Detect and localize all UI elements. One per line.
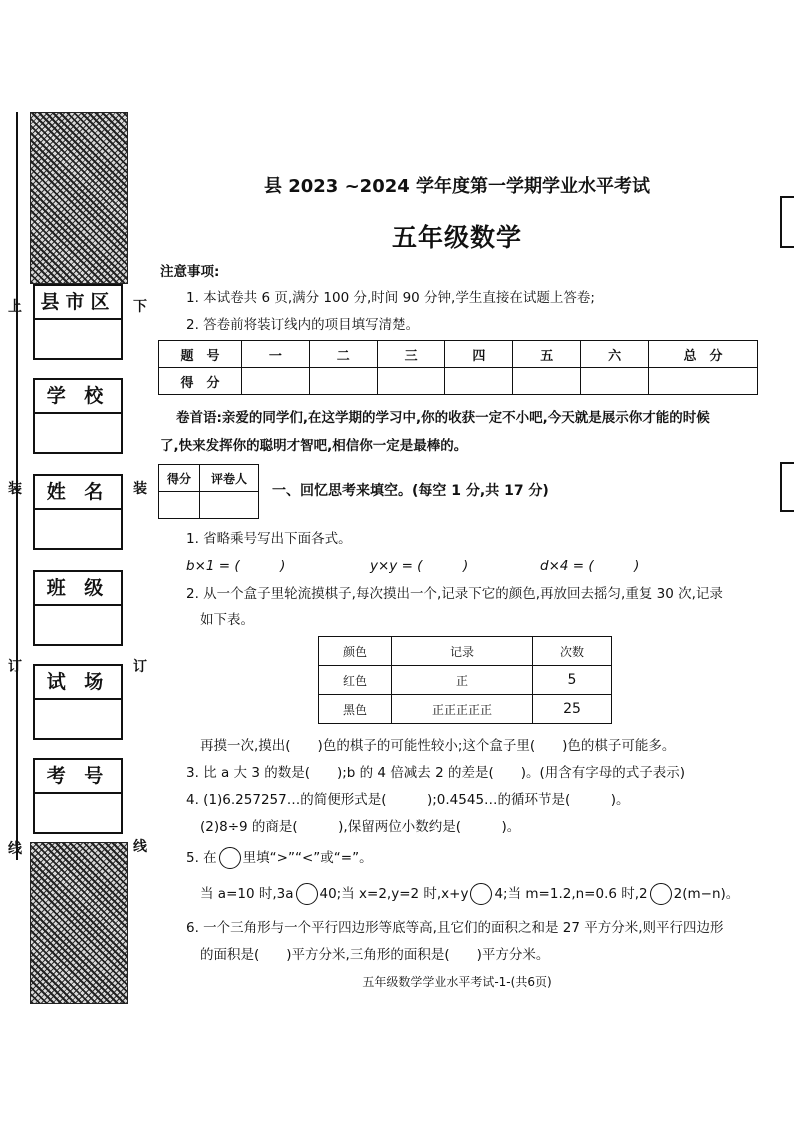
q5-line-1 [186,846,373,869]
score-cell[interactable] [445,368,513,395]
score-row-label: 得 分 [159,368,242,395]
score-cell[interactable] [242,368,310,395]
exam-title: 县 2023 ~2024 学年度第一学期学业水平考试 [263,176,651,197]
right-edge-mark-bottom [780,462,794,512]
field-name-label: 姓 名 [35,476,121,510]
score-table-score-row [159,368,758,395]
side-left-3: 线 [8,841,22,857]
subject-title: 五年级数学 [391,223,522,252]
field-county[interactable] [33,284,123,360]
score-header-cell: 题 号 [159,341,242,368]
score-table-header-row [159,341,758,368]
q3-text: 3. 比 a 大 3 的数是( );b 的 4 倍减去 2 的差是( )。(用含有字母的式子表示) [186,765,686,781]
q2-line-2: 如下表。 [200,612,254,628]
record-count-red: 5 [533,666,612,695]
score-header-cell: 五 [513,341,581,368]
record-header-record: 记录 [392,637,533,666]
preface-line-1: 卷首语:亲爱的同学们,在这学期的学习中,你的收获一定不小吧,今天就是展示你才能的时候 [176,410,710,426]
q2-line-1: 2. 从一个盒子里轮流摸棋子,每次摸出一个,记录下它的颜色,再放回去摇匀,重复 30 次,记录 [186,586,723,602]
q5-part-3: 4;当 m=1.2,n=0.6 时,2 [494,886,648,902]
record-header-color: 颜色 [319,637,392,666]
side-right-3: 线 [133,839,147,855]
score-header-cell: 总 分 [649,341,758,368]
field-school-label: 学 校 [35,380,121,414]
field-exam-room-label: 试 场 [35,666,121,700]
score-header-cell: 三 [377,341,445,368]
side-left-1: 装 [8,481,22,497]
q1-a: b×1 = ( ) [186,558,286,574]
record-color-black: 黑色 [319,695,392,724]
q5-part-2: 40;当 x=2,y=2 时,x+y [319,886,469,902]
answer-circle[interactable] [296,883,318,905]
table-row [319,695,612,724]
q4-line-1: 4. (1)6.257257…的简便形式是( );0.4545…的循环节是( )。 [186,792,630,808]
side-left-2: 订 [8,659,22,675]
notes-heading: 注意事项: [160,264,220,280]
table-row [319,666,612,695]
score-cell[interactable] [377,368,445,395]
score-header-cell: 一 [242,341,310,368]
record-tally-red: 正 [392,666,533,695]
side-right-1: 装 [133,481,147,497]
field-school[interactable] [33,378,123,454]
field-name[interactable] [33,474,123,550]
score-header-cell: 四 [445,341,513,368]
grader-name-cell[interactable] [200,492,259,519]
q5-post: 里填“>”“<”或“=”。 [242,850,373,866]
q5-pre: 5. 在 [186,850,217,866]
side-right-0: 下 [133,299,147,315]
q5-part-4: 2(m−n)。 [673,886,740,902]
field-class[interactable] [33,570,123,646]
score-table [158,340,758,395]
answer-circle[interactable] [650,883,672,905]
notes-item-1: 1. 本试卷共 6 页,满分 100 分,时间 90 分钟,学生直接在试题上答卷; [186,290,595,306]
q6-line-1: 6. 一个三角形与一个平行四边形等底等高,且它们的面积之和是 27 平方分米,则平行四边形 [186,920,724,936]
field-class-label: 班 级 [35,572,121,606]
notes-item-2: 2. 答卷前将装订线内的项目填写清楚。 [186,317,420,333]
preface-line-2: 了,快来发挥你的聪明才智吧,相信你一定是最棒的。 [160,438,468,454]
score-header-cell: 二 [309,341,377,368]
side-right-2: 订 [133,659,147,675]
field-exam-number-label: 考 号 [35,760,121,794]
record-count-black: 25 [533,695,612,724]
field-exam-room[interactable] [33,664,123,740]
q1-text: 1. 省略乘号写出下面各式。 [186,531,352,547]
section-1-title: 一、回忆思考来填空。(每空 1 分,共 17 分) [272,483,549,499]
score-cell[interactable] [513,368,581,395]
record-color-red: 红色 [319,666,392,695]
q5-part-1: 当 a=10 时,3a [200,886,294,902]
grader-score-label: 得分 [159,465,200,492]
grader-score-cell[interactable] [159,492,200,519]
record-table-header [319,637,612,666]
page-footer: 五年级数学学业水平考试-1-(共6页) [362,975,552,989]
binding-hatch-top [30,112,128,284]
score-cell[interactable] [309,368,377,395]
q1-c: d×4 = ( ) [540,558,640,574]
record-table [318,636,612,724]
grader-box [158,464,259,519]
q4-line-2: (2)8÷9 的商是( ),保留两位小数约是( )。 [200,819,521,835]
score-cell[interactable] [581,368,649,395]
record-header-count: 次数 [533,637,612,666]
circle-icon [219,847,241,869]
grader-name-label: 评卷人 [200,465,259,492]
record-tally-black: 正正正正正 [392,695,533,724]
score-header-cell: 六 [581,341,649,368]
field-county-label: 县市区 [35,286,121,320]
answer-circle[interactable] [470,883,492,905]
q5-line-2 [200,882,739,905]
q2-after: 再摸一次,摸出( )色的棋子的可能性较小;这个盒子里( )色的棋子可能多。 [200,738,676,754]
q6-line-2: 的面积是( )平方分米,三角形的面积是( )平方分米。 [200,947,550,963]
q1-b: y×y = ( ) [370,558,469,574]
side-left-0: 上 [8,299,22,315]
score-cell[interactable] [649,368,758,395]
field-exam-number[interactable] [33,758,123,834]
